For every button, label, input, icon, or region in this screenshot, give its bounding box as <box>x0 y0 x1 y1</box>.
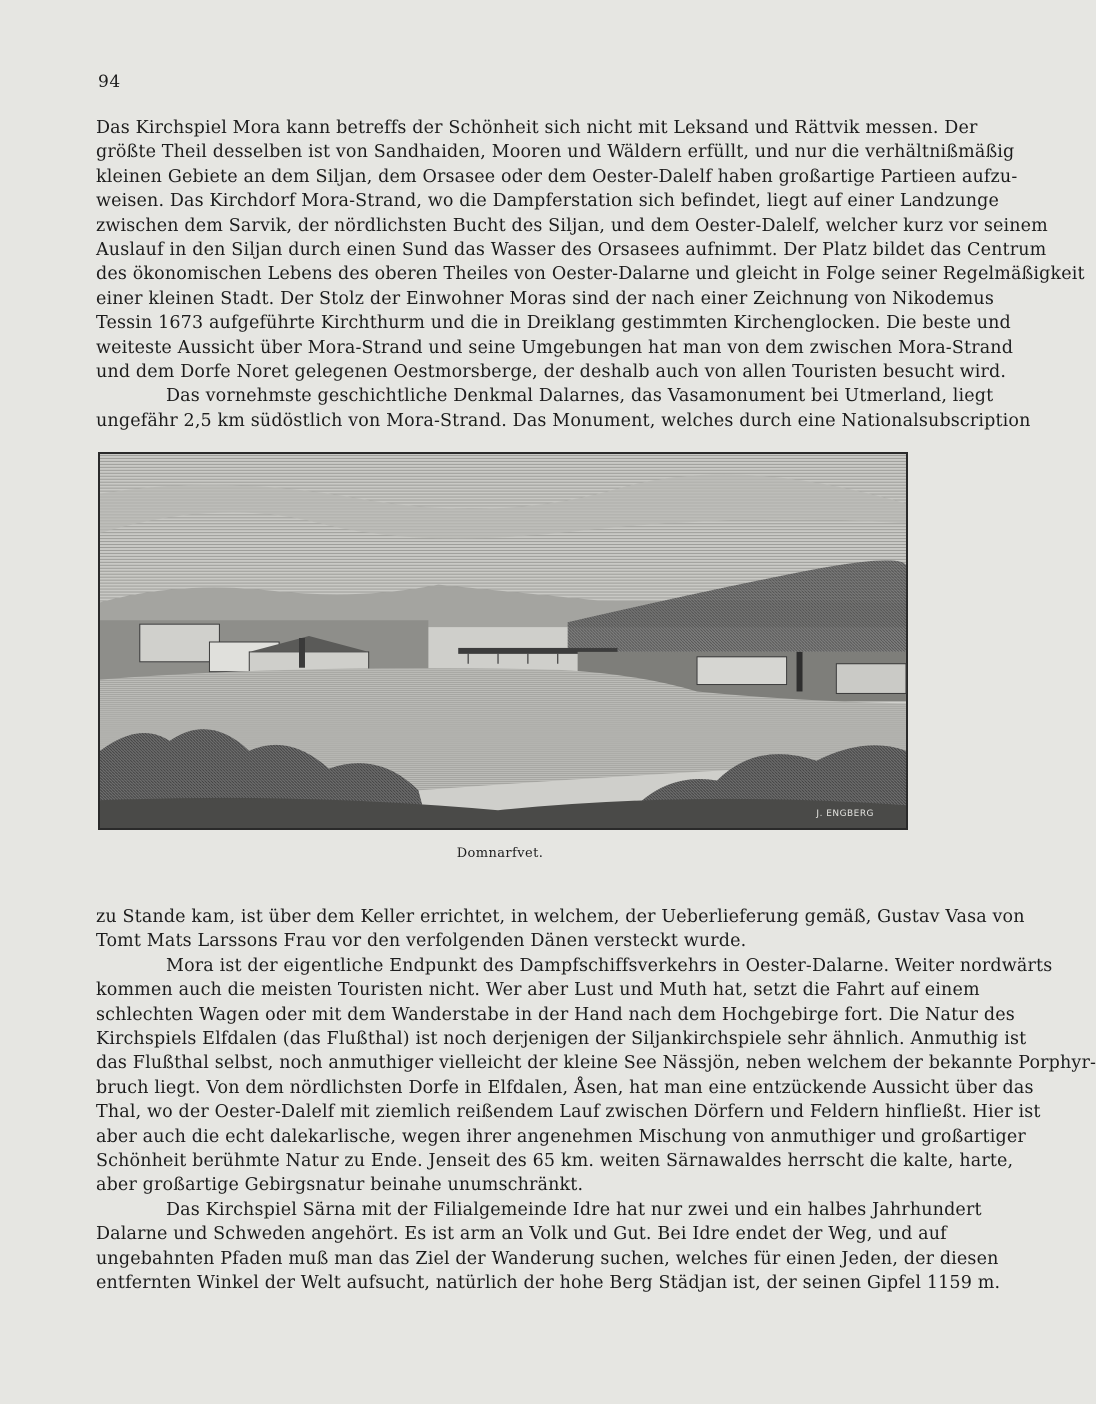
text-line: kommen auch die meisten Touristen nicht. Wer aber Lust und Muth hat, setzt die Fahrt auf einem <box>96 980 980 1001</box>
text-line: Dalarne und Schweden angehört. Es ist arm an Volk und Gut. Bei Idre endet der Weg, und auf <box>96 1224 947 1245</box>
text-line: ungebahnten Pfaden muß man das Ziel der Wanderung suchen, welches für einen Jeden, der diesen <box>96 1248 999 1269</box>
text-line: Auslauf in den Siljan durch einen Sund das Wasser des Orsasees aufnimmt. Der Platz bildet das Centrum <box>96 240 1047 261</box>
text-line: Das vornehmste geschichtliche Denkmal Dalarnes, das Vasamonument bei Utmerland, liegt <box>166 386 994 407</box>
text-line: aber großartige Gebirgsnatur beinahe unumschränkt. <box>96 1175 584 1196</box>
text-line: kleinen Gebiete an dem Siljan, dem Orsasee oder dem Oester-Dalelf haben großartige Partieen aufzu- <box>96 166 1018 187</box>
engraver-signature: J. ENGBERG <box>816 809 874 820</box>
text-line: ungefähr 2,5 km südöstlich von Mora-Strand. Das Monument, welches durch eine Nationalsubscription <box>96 410 1031 431</box>
page-number: 94 <box>98 72 121 92</box>
text-line: schlechten Wagen oder mit dem Wanderstabe in der Hand nach dem Hochgebirge fort. Die Natur des <box>96 1004 1015 1025</box>
top-text-block <box>96 116 1085 433</box>
text-line: Das Kirchspiel Mora kann betreffs der Schönheit sich nicht mit Leksand und Rättvik messen. Der <box>96 118 978 138</box>
text-line: Das Kirchspiel Särna mit der Filialgemeinde Idre hat nur zwei und ein halbes Jahrhundert <box>166 1199 982 1220</box>
text-line: zwischen dem Sarvik, der nördlichsten Bucht des Siljan, und dem Oester-Dalelf, welcher kurz vor seinem <box>96 215 1048 236</box>
text-line: Tomt Mats Larssons Frau vor den verfolgenden Dänen versteckt wurde. <box>96 931 747 952</box>
text-line: aber auch die echt dalekarlische, wegen ihrer angenehmen Mischung von anmuthiger und großartiger <box>96 1126 1026 1147</box>
text-line: weisen. Das Kirchdorf Mora-Strand, wo die Dampferstation sich befindet, liegt auf einer Landzunge <box>96 191 1000 212</box>
engraving-figure <box>98 452 908 830</box>
bottom-text-block <box>96 905 1096 1296</box>
figure-caption: Domnarfvet. <box>456 846 544 861</box>
text-line: das Flußthal selbst, noch anmuthiger vielleicht der kleine See Nässjön, neben welchem der bekannte Porphyr- <box>96 1053 1096 1074</box>
text-line: Thal, wo der Oester-Dalelf mit ziemlich reißendem Lauf zwischen Dörfern und Feldern hinfließt. Hier ist <box>96 1102 1041 1123</box>
text-line: größte Theil desselben ist von Sandhaiden, Mooren und Wäldern erfüllt, und nur die verhältnißmäßig <box>96 142 1015 163</box>
text-line: Kirchspiels Elfdalen (das Flußthal) ist noch derjenigen der Siljankirchspiele sehr ähnlich. Anmuthig ist <box>96 1029 1027 1050</box>
text-line: entfernten Winkel der Welt aufsucht, natürlich der hohe Berg Städjan ist, der seinen Gipfel 1159 m. <box>96 1273 1001 1294</box>
text-line: Mora ist der eigentliche Endpunkt des Dampfschiffsverkehrs in Oester-Dalarne. Weiter nordwärts <box>166 955 1053 976</box>
text-line: einer kleinen Stadt. Der Stolz der Einwohner Moras sind der nach einer Zeichnung von Nikodemus <box>96 288 994 309</box>
text-line: des ökonomischen Lebens des oberen Theiles von Oester-Dalarne und gleicht in Folge seiner Regelmäßigkeit <box>96 264 1085 285</box>
text-line: Schönheit berühmte Natur zu Ende. Jenseit des 65 km. weiten Särnawaldes herrscht die kalte, harte, <box>96 1151 1014 1172</box>
text-line: zu Stande kam, ist über dem Keller errichtet, in welchem, der Ueberlieferung gemäß, Gustav Vasa von <box>96 907 1025 927</box>
text-line: weiteste Aussicht über Mora-Strand und seine Umgebungen hat man von dem zwischen Mora-Strand <box>96 337 1014 358</box>
text-line: und dem Dorfe Noret gelegenen Oestmorsberge, der deshalb auch von allen Touristen besucht wird. <box>96 362 1007 383</box>
landscape-engraving <box>100 454 906 828</box>
text-line: bruch liegt. Von dem nördlichsten Dorfe in Elfdalen, Åsen, hat man eine entzückende Aussicht über das <box>96 1077 1034 1098</box>
text-line: Tessin 1673 aufgeführte Kirchthurm und die in Dreiklang gestimmten Kirchenglocken. Die beste und <box>96 313 1011 334</box>
